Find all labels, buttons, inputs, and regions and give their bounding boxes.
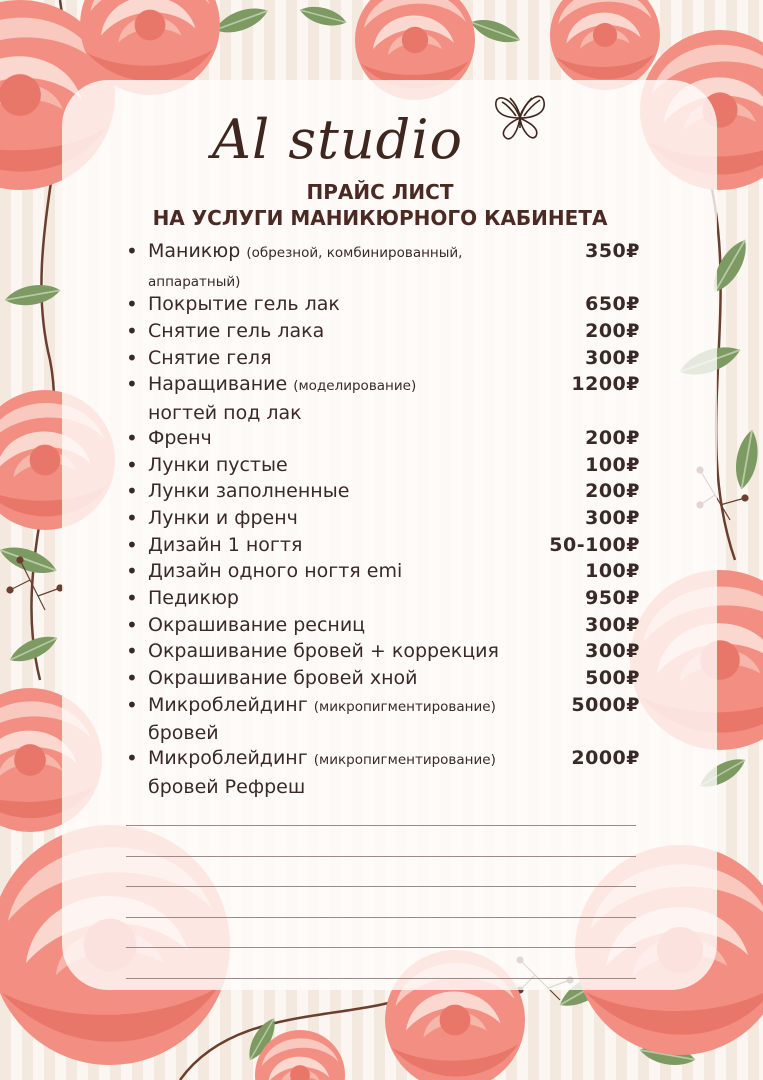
price-list-subtitle: НА УСЛУГИ МАНИКЮРНОГО КАБИНЕТА (152, 206, 608, 230)
blank-line (126, 856, 636, 857)
service-price: 5000₽ (571, 693, 640, 716)
service-note: (микропигментирование) (313, 698, 496, 715)
service-name: Снятие гель лака (148, 320, 325, 343)
service-name: Окрашивание бровей хной (148, 667, 418, 690)
service-name: Лунки заполненные (148, 480, 350, 503)
service-row (126, 558, 646, 585)
blank-line (126, 886, 636, 887)
service-name: Микроблейдинг (микропигментирование) бровей (148, 693, 496, 745)
service-price: 300₽ (585, 346, 640, 369)
service-row (126, 505, 646, 532)
blank-line (126, 978, 636, 979)
service-row (126, 532, 646, 559)
service-name-continued: бровей (148, 722, 219, 745)
service-price: 300₽ (585, 506, 640, 529)
service-row (126, 345, 646, 372)
bullet-icon: • (126, 479, 138, 504)
service-name: Френч (148, 426, 212, 449)
service-price: 300₽ (585, 613, 640, 636)
service-name-continued: аппаратный) (148, 273, 241, 290)
bullet-icon: • (126, 505, 138, 530)
service-price: 200₽ (585, 426, 640, 449)
studio-logo: Al studio (212, 108, 463, 171)
service-name: Лунки пустые (148, 453, 288, 476)
bullet-icon: • (126, 639, 138, 664)
service-name: Лунки и френч (148, 506, 298, 529)
bullet-icon: • (126, 452, 138, 477)
service-price: 300₽ (585, 640, 640, 663)
service-note: (микропигментирование) (313, 752, 496, 769)
bullet-icon: • (126, 292, 138, 317)
service-name: Дизайн одного ногтя emi (148, 560, 403, 583)
service-row (126, 291, 646, 318)
service-note: (моделирование) (293, 378, 417, 395)
bullet-icon: • (126, 666, 138, 691)
service-row (126, 452, 646, 479)
service-name: Дизайн 1 ногтя (148, 533, 303, 556)
service-row (126, 612, 646, 639)
service-row (126, 238, 646, 291)
service-price: 1200₽ (571, 373, 640, 396)
services-list (126, 238, 646, 799)
service-name: Снятие геля (148, 346, 272, 369)
service-price: 200₽ (585, 320, 640, 343)
service-row (126, 318, 646, 345)
blank-line (126, 917, 636, 918)
bullet-icon: • (126, 239, 138, 263)
service-row (126, 425, 646, 452)
bullet-icon: • (126, 585, 138, 610)
service-note: (обрезной, комбинированный, (246, 245, 463, 261)
bullet-icon: • (126, 425, 138, 450)
bullet-icon: • (126, 746, 138, 771)
service-price: 100₽ (585, 560, 640, 583)
bullet-icon: • (126, 345, 138, 370)
price-list-title: ПРАЙС ЛИСТ (306, 180, 454, 204)
service-row (126, 638, 646, 665)
service-row (126, 692, 646, 745)
service-price: 50-100₽ (549, 533, 640, 556)
service-price: 100₽ (585, 453, 640, 476)
service-name: Маникюр (обрезной, комбинированный, аппаратный) (148, 240, 463, 290)
service-name: Микроблейдинг (микропигментирование) бровей Рефреш (148, 747, 496, 798)
blank-line (126, 825, 636, 826)
service-row (126, 371, 646, 424)
service-row (126, 478, 646, 505)
service-price: 350₽ (585, 240, 640, 262)
service-name: Наращивание (моделирование) ногтей под лак (148, 373, 417, 425)
service-price: 650₽ (585, 293, 640, 316)
service-name: Окрашивание бровей + коррекция (148, 640, 499, 663)
service-price: 500₽ (585, 667, 640, 690)
bullet-icon: • (126, 692, 138, 717)
service-name: Окрашивание ресниц (148, 613, 366, 636)
bullet-icon: • (126, 372, 138, 397)
bullet-icon: • (126, 559, 138, 584)
service-price: 200₽ (585, 480, 640, 503)
bullet-icon: • (126, 612, 138, 637)
service-row (126, 585, 646, 612)
service-name: Педикюр (148, 586, 239, 609)
service-name-continued: бровей Рефреш (148, 775, 306, 798)
service-price: 2000₽ (571, 747, 640, 770)
service-name: Покрытие гель лак (148, 293, 340, 316)
service-row (126, 745, 646, 798)
blank-line (126, 947, 636, 948)
service-price: 950₽ (585, 586, 640, 609)
service-row (126, 665, 646, 692)
butterfly-icon (490, 88, 552, 144)
bullet-icon: • (126, 319, 138, 344)
bullet-icon: • (126, 532, 138, 557)
service-name-continued: ногтей под лак (148, 402, 302, 425)
